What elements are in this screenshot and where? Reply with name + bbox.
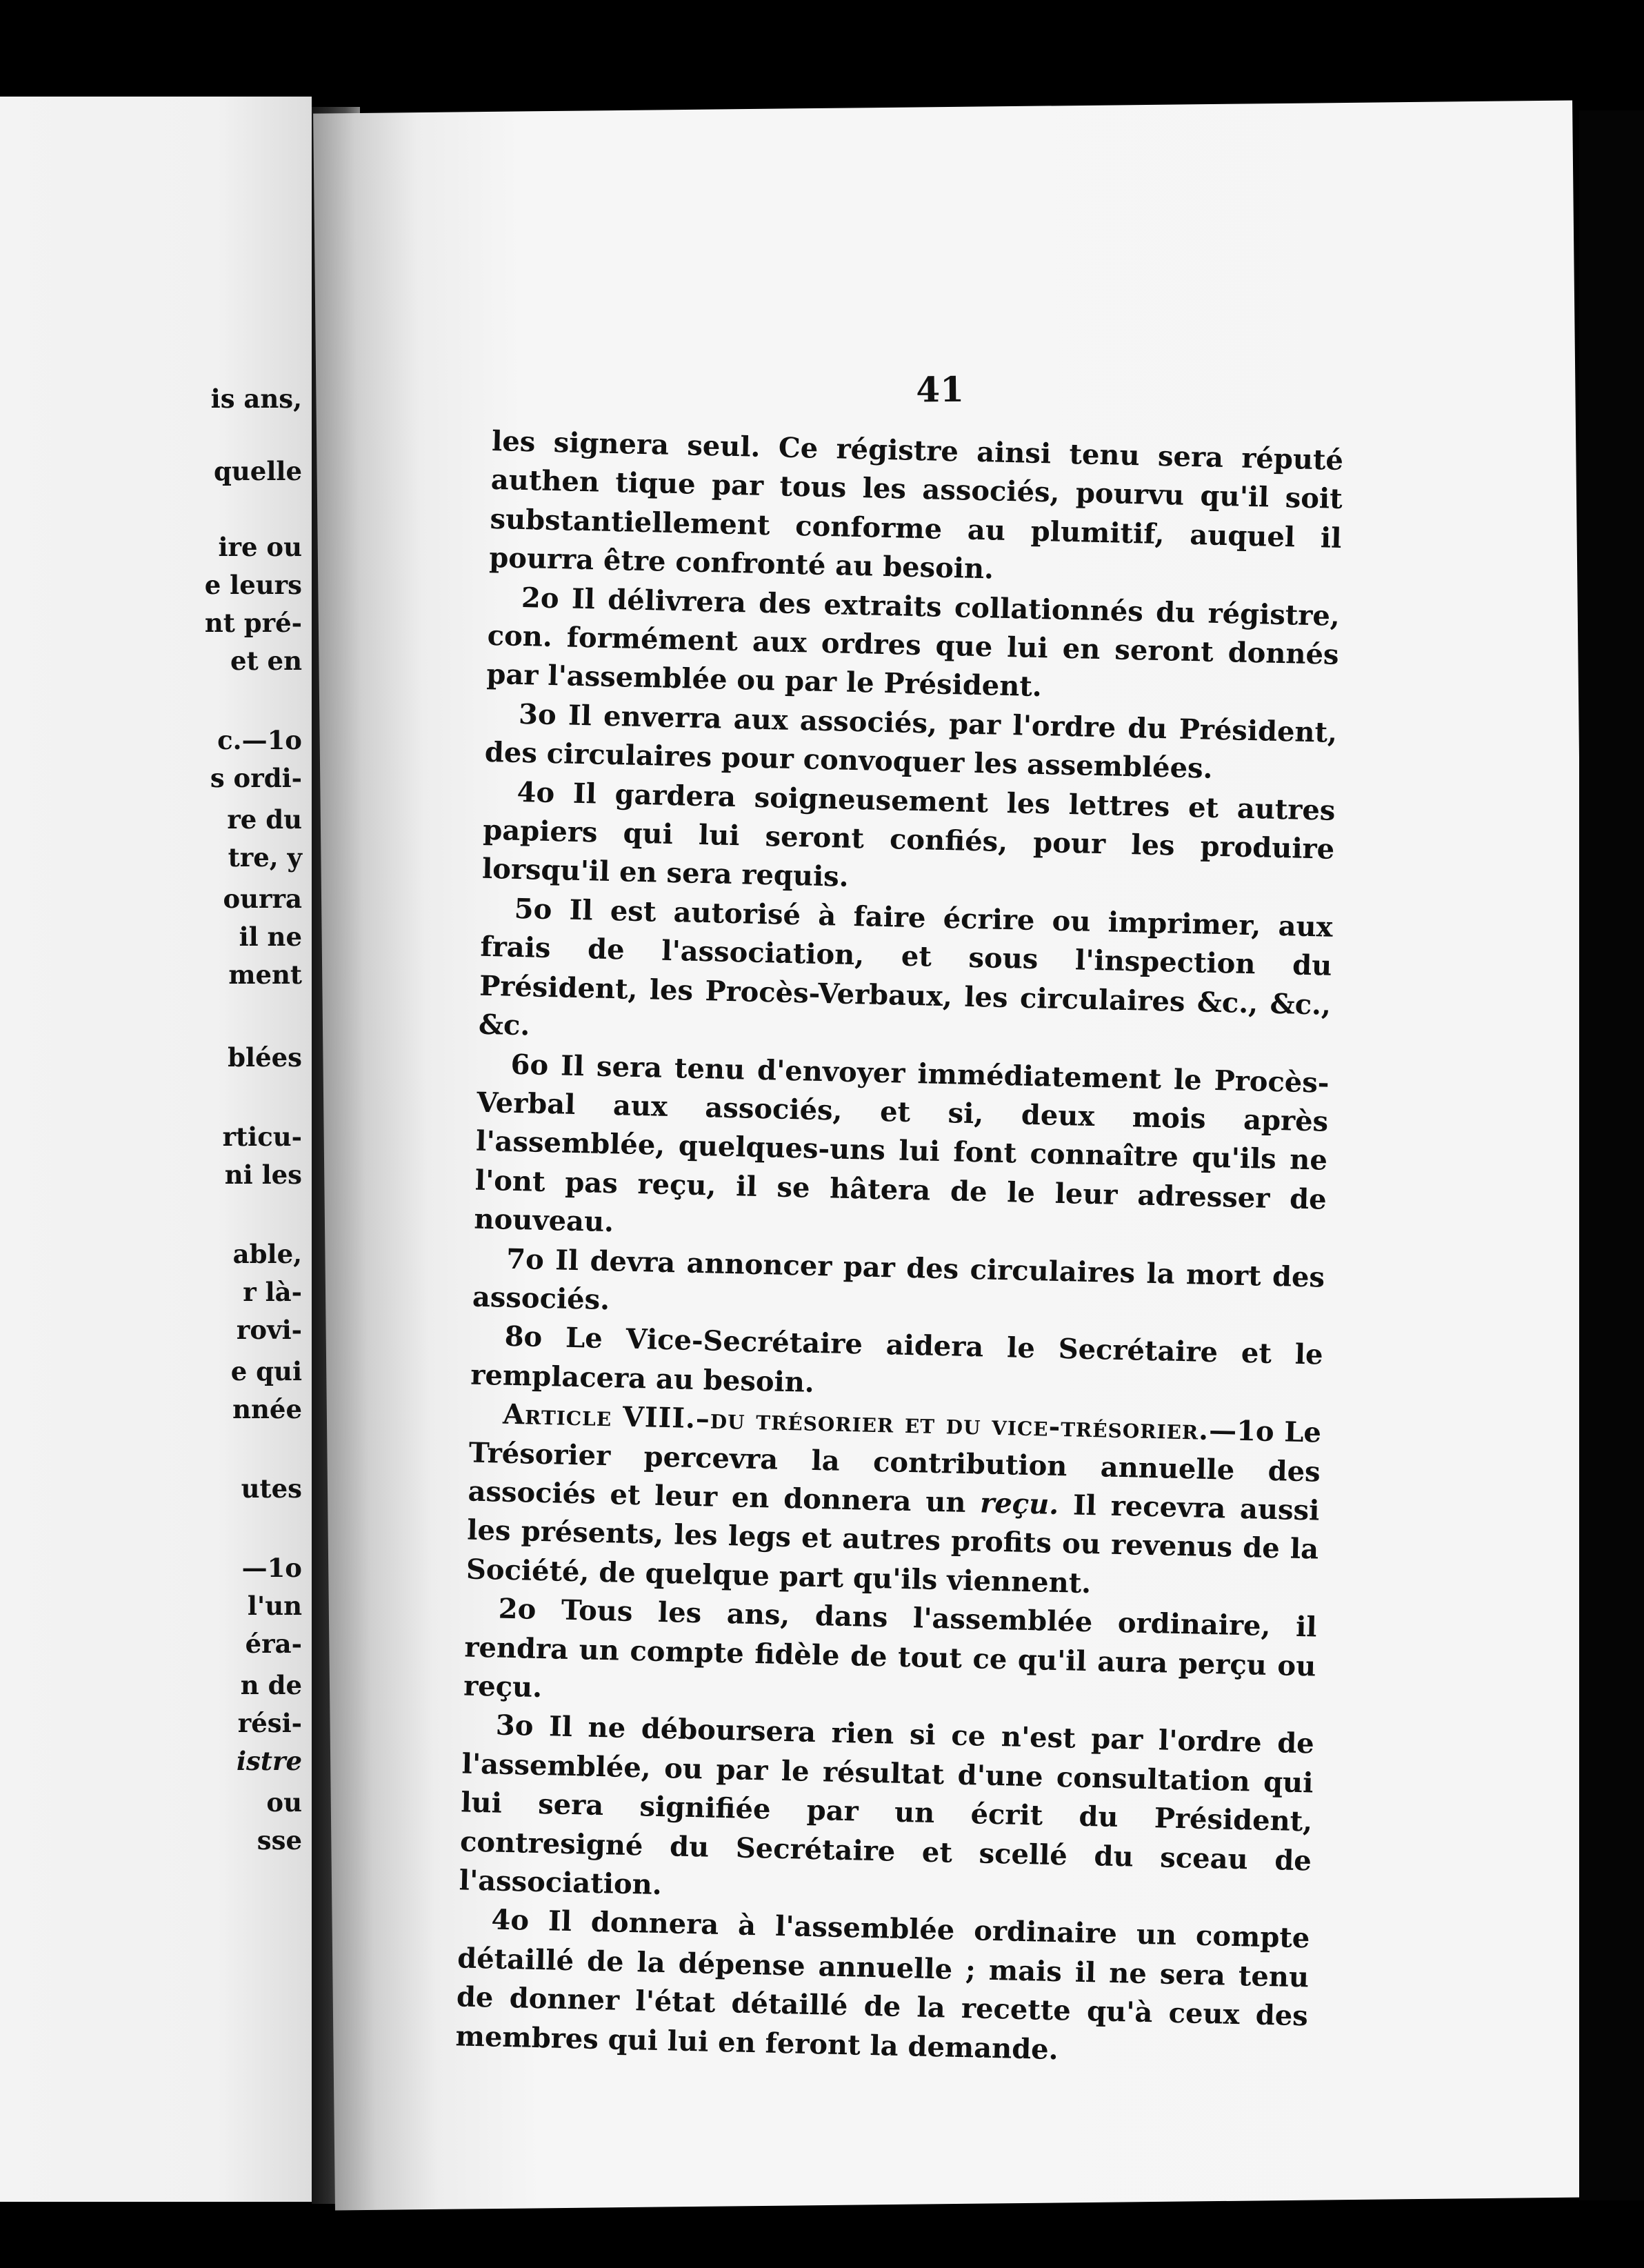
scan-border	[1579, 110, 1644, 2200]
article-viii-text-after: Il recevra aussi les présents, les legs et autres profits ou revenus de la Société, de quelque part qu'ils viennent.	[465, 1488, 1320, 1600]
left-page-line: blées	[228, 1042, 302, 1073]
left-page-line: istre	[236, 1746, 302, 1776]
left-facing-page	[0, 97, 312, 2202]
article-viii-heading: Article VIII.–du trésorier et du vice-trésorier.	[502, 1397, 1210, 1447]
page-number: 41	[916, 368, 965, 410]
left-page-line: is ans,	[210, 384, 302, 414]
italic-recu: reçu.	[979, 1486, 1059, 1521]
paragraph-3o: 3o Il enverra aux associés, par l'ordre du Président, des circulaires pour convoquer les assemblées.	[484, 697, 1338, 786]
left-page-line: s ordi-	[210, 763, 302, 793]
paragraph-8o: 8o Le Vice-Secrétaire aidera le Secrétaire et le remplacera au besoin.	[470, 1320, 1323, 1399]
left-page-line: ou	[266, 1787, 302, 1818]
left-page-line: ourra	[223, 884, 302, 914]
article-viii-paragraph	[465, 1395, 1321, 1609]
left-page-line: sse	[257, 1825, 302, 1856]
left-page-line: nnée	[232, 1394, 302, 1424]
left-page-line: ire ou	[218, 532, 302, 562]
paragraph-treasurer-3o: 3o Il ne déboursera rien si ce n'est par l'ordre de l'assemblée, ou par le résultat d'une consultation qui lui sera signifiée par un écrit du Président, contresigné du Secrétaire et scellé du sceau de l'association.	[459, 1709, 1315, 1902]
paragraph-4o: 4o Il gardera soigneusement les lettres et autres papiers qui lui seront confiés, pour les produire lorsqu'il en sera requis.	[481, 775, 1336, 894]
article-viii-text: —1o Le Trésorier percevra la contribution annuelle des associés et leur en donnera un	[468, 1414, 1322, 1519]
paragraph-7o: 7o Il devra annoncer par des circulaires la mort des associés.	[472, 1242, 1325, 1317]
left-page-line: rési-	[237, 1708, 302, 1738]
paragraph-treasurer-4o: 4o Il donnera à l'assemblée ordinaire un compte détaillé de la dépense annuelle ; mais il ne sera tenu de donner l'état détaillé de la recette qu'à ceux des membres qui lui en feront la demande.	[455, 1903, 1310, 2066]
right-page	[313, 101, 1594, 2211]
left-page-line: re du	[227, 804, 302, 835]
paragraph-continuation: les signera seul. Ce régistre ainsi tenu sera réputé authen tique par tous les associés, pourvu qu'il soit substantiellement conforme au plumitif, auquel il pourra être confronté au besoin.	[488, 424, 1344, 586]
left-page-line: c.—1o	[217, 725, 302, 755]
left-page-line: rticu-	[222, 1122, 302, 1152]
paragraph-2o: 2o Il délivrera des extraits collationnés du régistre, con. formément aux ordres que lui en seront donnés par l'assemblée ou par le Président.	[485, 581, 1341, 704]
left-page-line: quelle	[214, 456, 302, 486]
left-page-line: tre, y	[228, 842, 302, 873]
left-page-line: e qui	[230, 1356, 302, 1386]
left-page-line: ni les	[224, 1160, 302, 1190]
left-page-line: l'un	[247, 1591, 302, 1621]
paragraph-5o: 5o Il est autorisé à faire écrire ou imprimer, aux frais de l'association, et sous l'inspection du Président, les Procès-Verbaux, les circulaires &c., &c., &c.	[478, 892, 1334, 1042]
left-page-line: e leurs	[204, 570, 302, 600]
left-page-line: il ne	[239, 922, 302, 952]
left-page-line: r là-	[243, 1277, 302, 1307]
left-page-line: éra-	[245, 1629, 302, 1659]
left-page-line: rovi-	[236, 1315, 302, 1345]
left-page-line: utes	[241, 1473, 302, 1504]
left-page-line: ment	[228, 959, 302, 990]
left-page-line: et en	[230, 646, 302, 676]
page-body-text	[455, 422, 1343, 2075]
left-page-line: n de	[240, 1670, 302, 1700]
left-page-line: able,	[232, 1239, 302, 1269]
paragraph-treasurer-2o: 2o Tous les ans, dans l'assemblée ordinaire, il rendra un compte fidèle de tout ce qu'il aura perçu ou reçu.	[463, 1592, 1318, 1704]
left-page-line: —1o	[241, 1553, 302, 1583]
paragraph-6o: 6o Il sera tenu d'envoyer immédiatement le Procès-Verbal aux associés, et si, deux mois après l'assemblée, quelques-uns lui font connaître qu'ils ne l'ont pas reçu, il se hâtera de le leur adresser de nouveau.	[474, 1048, 1330, 1239]
left-page-line: nt pré-	[204, 608, 302, 638]
